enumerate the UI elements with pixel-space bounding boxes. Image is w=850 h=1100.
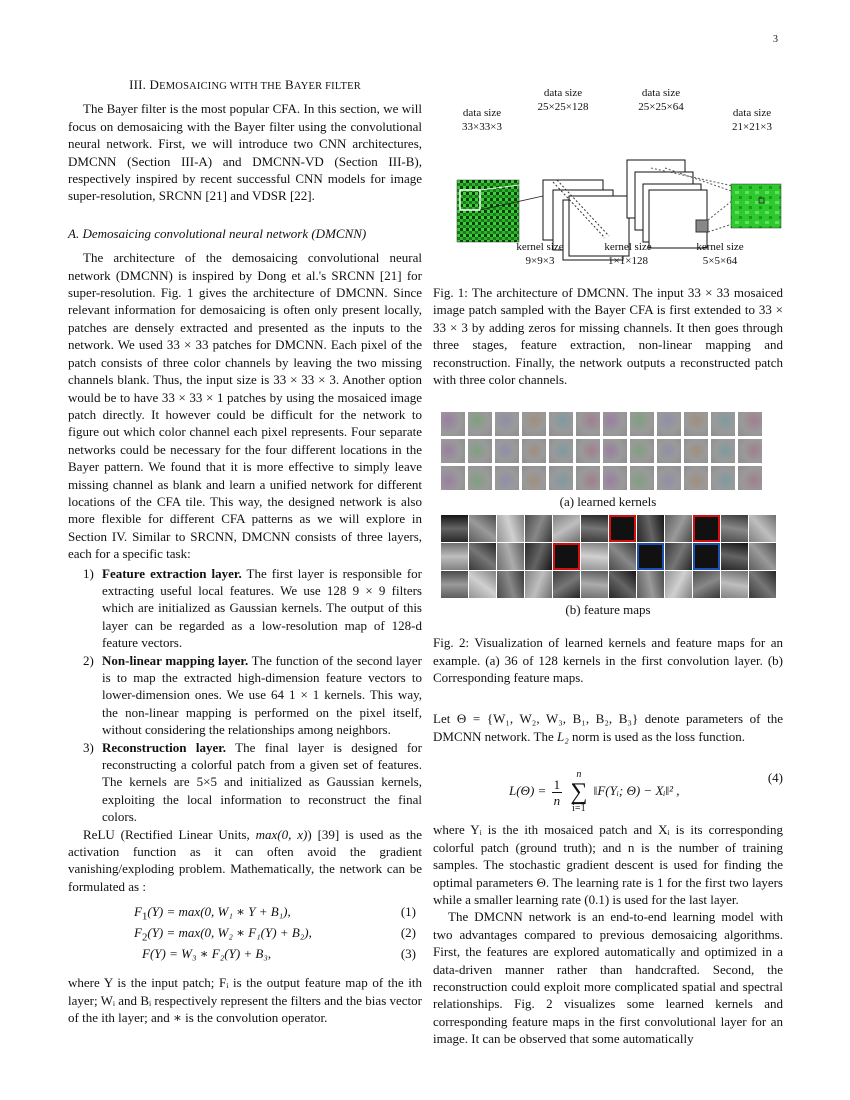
- feature-map-thumbnail: [637, 543, 664, 570]
- list-item: 2) Non-linear mapping layer. The function of the second layer is to map the extracted high-dimension feature vectors to lower-dimension ones. We use 64 1 × 1 kernels. This way, the non-linear mapping is performed on the pixel itself, without considering the relationships among neighbors.: [83, 652, 422, 738]
- figure-2-caption: Fig. 2: Visualization of learned kernels and feature maps for an example. (a) 36 of 128 kernels in the first convolution layer. (b) Corresponding feature maps.: [433, 635, 783, 686]
- kernel-thumbnail: [468, 466, 492, 490]
- kernel-thumbnail: [684, 412, 708, 436]
- feature-map-thumbnail: [693, 571, 720, 598]
- kernel-thumbnail: [657, 439, 681, 463]
- kernel-thumbnail: [657, 412, 681, 436]
- kernel-thumbnail: [468, 439, 492, 463]
- list-item: 1) Feature extraction layer. The first layer is responsible for extracting useful local features. We use 128 9 × 9 filters which are initialized as Gaussian kernels. The output of this layer can be regarded as a low-resolution map of 128-d feature vectors.: [83, 565, 422, 651]
- kernel-thumbnail: [657, 466, 681, 490]
- kernel-thumbnail: [522, 439, 546, 463]
- kernel-thumbnail: [495, 439, 519, 463]
- page-number: 3: [773, 34, 778, 45]
- theta-paragraph: Let Θ = {W₁, W₂, W₃, B₁, B₂, B₃} denote parameters of the DMCNN network. The L₂ norm is used as the loss function.: [433, 711, 783, 744]
- kernel-thumbnail: [441, 439, 465, 463]
- equations: [68, 903, 422, 966]
- feature-map-thumbnail: [721, 571, 748, 598]
- figure-1-caption: Fig. 1: The architecture of DMCNN. The input 33 × 33 mosaiced image patch sampled with the Bayer CFA is first extended to 33 × 33 × 3 by adding zeros for missing channels. It then goes through three stages, feature extraction, non-linear mapping and reconstruction. Finally, the network outputs a reconstructed patch with three color channels.: [433, 285, 783, 388]
- feature-map-thumbnail: [525, 571, 552, 598]
- kernel2-label: kernel size 1×1×128: [604, 241, 652, 267]
- feature-map-thumbnail: [525, 515, 552, 542]
- kernel-thumbnail: [576, 439, 600, 463]
- layer2-size-label: data size 25×25×64: [638, 87, 684, 113]
- feature-map-thumbnail: [637, 515, 664, 542]
- feature-map-thumbnail: [469, 543, 496, 570]
- equation-2: $F_2(Y) = \max(0$, W₂ ∗ F₁(Y) + B₂), (2): [134, 925, 416, 944]
- reconstruction-window: [696, 220, 708, 232]
- feature-map-thumbnail: [441, 571, 468, 598]
- feature-map-thumbnail: [581, 515, 608, 542]
- feature-map-thumbnail: [441, 543, 468, 570]
- feature-map-thumbnail: [497, 571, 524, 598]
- dmcnn-paragraph: The architecture of the demosaicing convolutional neural network (DMCNN) is inspired by Dong et al.'s SRCNN [21] for super-resolution. Fig. 1 gives the architecture of DMCNN. Since relevant information for demosaicing is often only present locally, patches are densely extracted and presented as the inputs to the network. We used 33 × 33 patches for DMCNN. Each pixel of the patch consists of three color channels by leaving the two missing channels blank. Thus, the input size is 33 × 33 × 3. Another option would be to have 33 × 33 × 1 patches by using the mosaiced image patch directly. It however could be difficult for the network to figure out which color channel each pixel represents. Four separate networks could be necessary for the four different locations in the Bayer pattern. We found that it is more effective to simply leave missing channel as blank and learn a unified network for different locations of the CFA tile. This way, the designed network is also more flexible for different CFA patterns as we will explore in Section IV. Similar to SRCNN, DMCNN consists of three layers, each for a specific task:: [68, 250, 422, 562]
- kernel-thumbnail: [576, 466, 600, 490]
- right-column: [433, 82, 783, 1048]
- feature-map-thumbnail: [721, 515, 748, 542]
- figure-1-architecture: [433, 82, 783, 278]
- relu-paragraph: ReLU (Rectified Linear Units, max(0, x)) [39] is used as the activation function as it can often avoid the gradient vanishing/exploding problem. Mathematically, the network can be formulated as :: [68, 826, 423, 894]
- feature-map-thumbnail: [665, 515, 692, 542]
- kernel-thumbnail: [522, 466, 546, 490]
- section-title: III. DEMOSAICING WITH THE BAYER FILTER: [129, 77, 361, 92]
- kernel-thumbnail: [738, 466, 762, 490]
- kernel-thumbnail: [684, 439, 708, 463]
- feature-map-thumbnail: [525, 543, 552, 570]
- subsection-title: A. Demosaicing convolutional neural network (DMCNN): [68, 225, 367, 241]
- feature-map-thumbnail: [749, 543, 776, 570]
- kernel-thumbnail: [603, 466, 627, 490]
- kernel-thumbnail: [603, 439, 627, 463]
- feature-map-thumbnail: [693, 543, 720, 570]
- output-size-label: data size 21×21×3: [732, 107, 772, 133]
- equation-3: F(Y) = W₃ ∗ F₂(Y) + B₃, (3): [142, 946, 416, 962]
- feature-map-thumbnail: [553, 571, 580, 598]
- loss-explanation: where Yᵢ is the ith mosaiced patch and Xᵢ is its corresponding colorful patch (ground truth); and n is the number of training samples. The stochastic gradient descent is used for finding the optimal parameters Θ. The learning rate is 1 for the first two layers while a smaller learning rate (0.1) is used for the last layer.: [433, 822, 783, 907]
- kernel-thumbnail: [522, 412, 546, 436]
- kernel3-label: kernel size 5×5×64: [696, 241, 744, 267]
- feature-map-thumbnail: [721, 543, 748, 570]
- kernel-thumbnail: [603, 412, 627, 436]
- feature-map-thumbnail: [665, 543, 692, 570]
- layer1-size-label: data size 25×25×128: [537, 87, 589, 113]
- kernel-thumbnail: [630, 439, 654, 463]
- feature-map-thumbnail: [637, 571, 664, 598]
- kernel-thumbnail: [495, 466, 519, 490]
- feature-map-thumbnail: [609, 543, 636, 570]
- feature-map-thumbnail: [581, 543, 608, 570]
- feature-maps-grid: [441, 515, 783, 598]
- kernel-thumbnail: [684, 466, 708, 490]
- figure-2: [433, 412, 783, 618]
- subcaption-a: (a) learned kernels: [559, 494, 657, 510]
- feature-map-thumbnail: [749, 571, 776, 598]
- kernel-thumbnail: [738, 412, 762, 436]
- output-patch: [731, 184, 781, 228]
- left-column: [68, 76, 422, 1027]
- kernel-thumbnail: [576, 412, 600, 436]
- feature-map-thumbnail: [553, 543, 580, 570]
- kernel-thumbnail: [549, 439, 573, 463]
- equation-1: $F_1(Y) = \max(0$, W₁ ∗ Y + B₁), (1): [134, 904, 416, 923]
- kernel-thumbnail: [630, 412, 654, 436]
- section-intro: The Bayer filter is the most popular CFA. In this section, we will focus on demosaicing with the Bayer filter using the convolutional neural network. First, we will introduce two CNN architectures, DMCNN (Section III-A) and DMCNN-VD (Section III-B), respectively inspired by recent successful CNN models for image super-resolution, SRCNN [21] and VDSR [22].: [68, 101, 422, 204]
- list-item: 3) Reconstruction layer. The final layer is designed for reconstructing a colorful patch from a given set of features. The kernels are 5×5 and initialized as Gaussian kernels, exploiting the local information to reconstruct the final colors.: [83, 739, 422, 825]
- feature-map-thumbnail: [693, 515, 720, 542]
- kernel-thumbnail: [441, 466, 465, 490]
- equation-explanation: where Y is the input patch; Fᵢ is the output feature map of the ith layer; Wᵢ and Bᵢ respectively represent the filters and the bias vector of the ith layer; and ∗ is the convolution operator.: [68, 975, 422, 1026]
- kernel-thumbnail: [630, 466, 654, 490]
- kernel1-label: kernel size 9×9×3: [516, 241, 564, 267]
- feature-map-thumbnail: [441, 515, 468, 542]
- dmcnn-advantages: The DMCNN network is an end-to-end learning model with two advantages compared to previous demosaicing algorithms. First, the features are explored automatically and optimized in a data-driven manner rather than handcrafted. Second, the reconstruction could exploit more complicated spatial and spectral relationships. Fig. 2 visualizes some learned kernels and corresponding feature maps in the first convolutional layer for an image. It can be observed that some automatically: [433, 909, 783, 1047]
- layer-list: [68, 565, 422, 826]
- kernel-thumbnail: [441, 412, 465, 436]
- kernel-thumbnail: [711, 412, 735, 436]
- input-size-label: data size 33×33×3: [462, 107, 502, 133]
- feature-map-thumbnail: [609, 571, 636, 598]
- kernel-thumbnail: [468, 412, 492, 436]
- feature-map-thumbnail: [749, 515, 776, 542]
- kernel-thumbnail: [549, 412, 573, 436]
- feature-map-thumbnail: [609, 515, 636, 542]
- kernel-thumbnail: [711, 466, 735, 490]
- learned-kernels-grid: [441, 412, 783, 490]
- kernel-thumbnail: [549, 466, 573, 490]
- feature-map-thumbnail: [553, 515, 580, 542]
- feature-map-thumbnail: [665, 571, 692, 598]
- loss-equation: L(Θ) = $\frac{1}{n}$ n ∑ i=1 ‖F(Yᵢ; Θ) − Xᵢ‖² , (4): [509, 769, 783, 815]
- kernel-thumbnail: [738, 439, 762, 463]
- kernel-thumbnail: [495, 412, 519, 436]
- feature-map-thumbnail: [469, 571, 496, 598]
- feature-map-thumbnail: [469, 515, 496, 542]
- kernel-thumbnail: [711, 439, 735, 463]
- subcaption-b: (b) feature maps: [565, 601, 651, 617]
- feature-map-thumbnail: [497, 515, 524, 542]
- feature-map-thumbnail: [581, 571, 608, 598]
- feature-map-thumbnail: [497, 543, 524, 570]
